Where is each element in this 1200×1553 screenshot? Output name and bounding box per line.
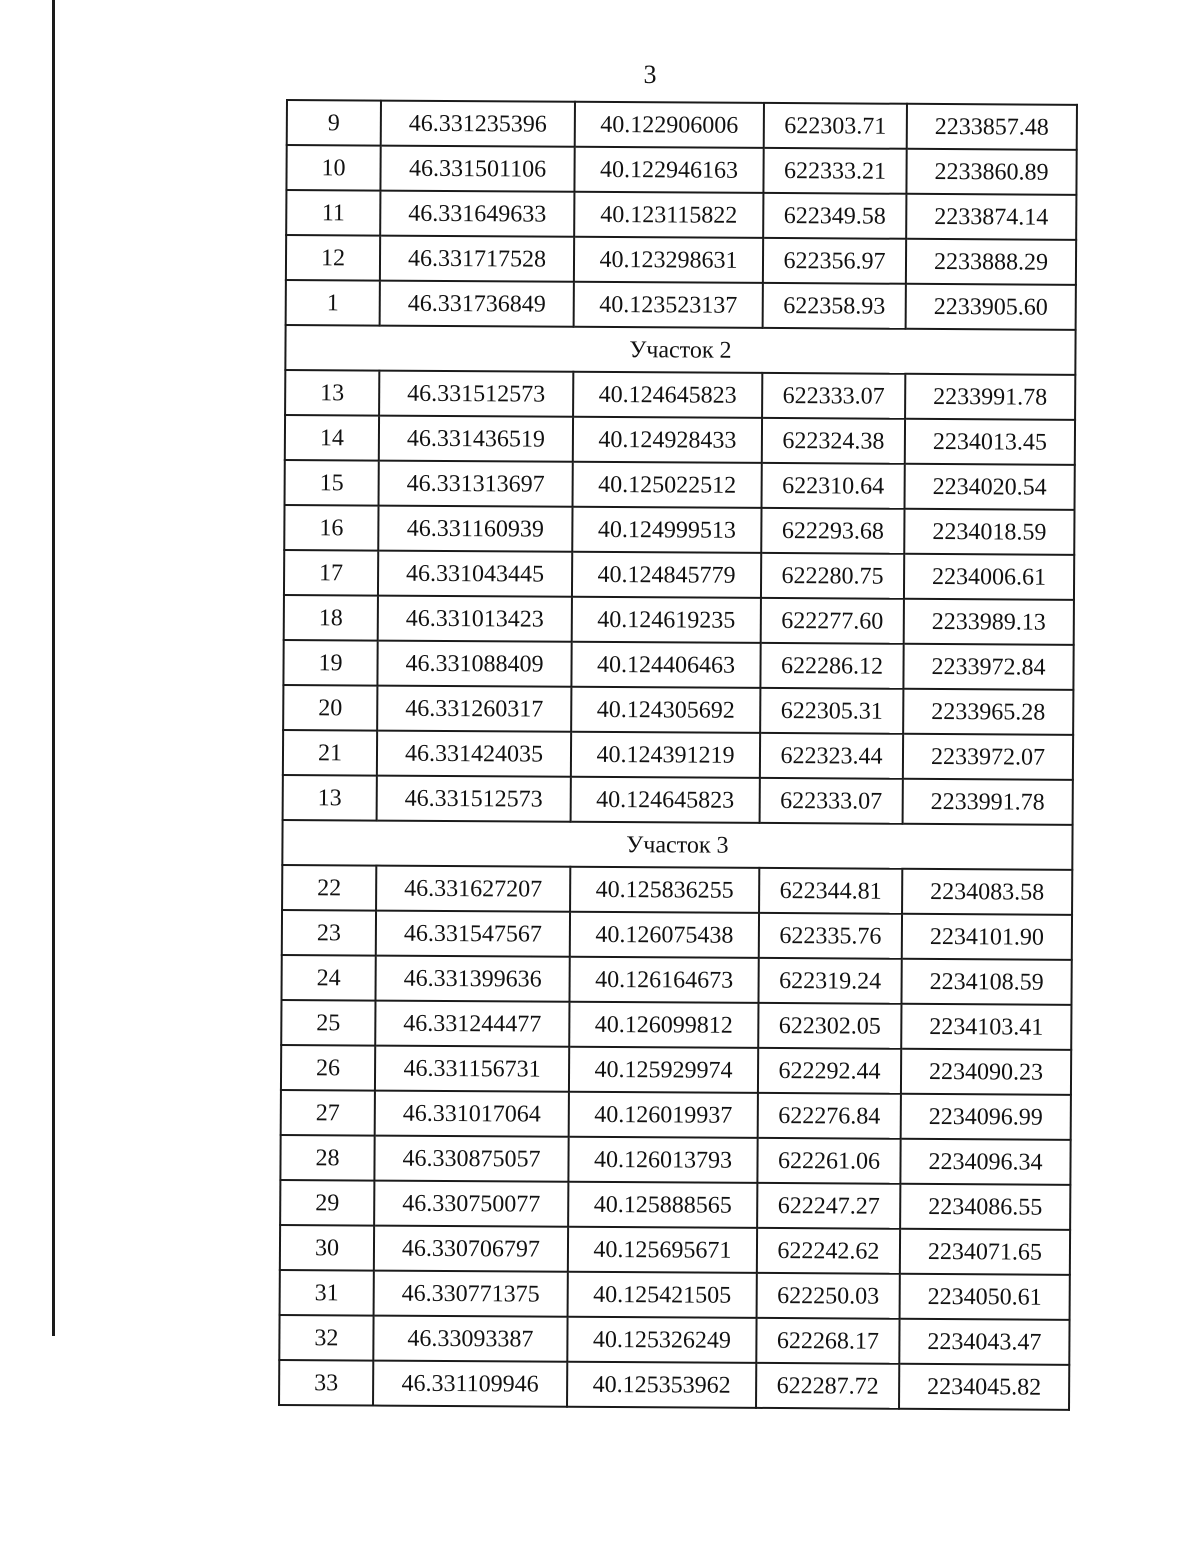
longitude-cell: 40.124619235 [572,597,761,643]
table-row [284,550,1074,600]
latitude-cell: 46.331547567 [376,911,570,957]
table-row [285,415,1075,465]
longitude-cell: 40.125888565 [568,1182,757,1228]
latitude-cell: 46.331017064 [375,1091,569,1137]
table-row [281,955,1071,1005]
longitude-cell: 40.126013793 [568,1137,757,1183]
y-coordinate-cell: 2234045.82 [899,1364,1069,1410]
point-number-cell: 32 [279,1315,373,1361]
point-number-cell: 33 [279,1360,373,1406]
latitude-cell: 46.33093387 [373,1316,567,1362]
table-row [282,910,1072,960]
page-number: 3 [643,60,657,89]
point-number-cell: 30 [280,1225,374,1271]
table-row [279,1315,1069,1365]
y-coordinate-cell: 2234006.61 [904,554,1074,600]
y-coordinate-cell: 2234090.23 [901,1049,1071,1095]
point-number-cell: 28 [280,1135,374,1181]
point-number-cell: 24 [281,955,375,1001]
longitude-cell: 40.125022512 [573,462,762,508]
table-row [283,685,1073,735]
y-coordinate-cell: 2234101.90 [902,914,1072,960]
x-coordinate-cell: 622302.05 [758,1003,901,1049]
x-coordinate-cell: 622310.64 [762,463,905,509]
x-coordinate-cell: 622305.31 [760,688,903,734]
latitude-cell: 46.331244477 [375,1001,569,1047]
y-coordinate-cell: 2233965.28 [903,689,1073,735]
longitude-cell: 40.123115822 [574,192,763,238]
point-number-cell: 12 [286,235,380,281]
latitude-cell: 46.331399636 [375,956,569,1002]
y-coordinate-cell: 2234020.54 [905,464,1075,510]
longitude-cell: 40.124645823 [573,372,762,418]
x-coordinate-cell: 622287.72 [756,1363,899,1409]
table-row [283,640,1073,690]
x-coordinate-cell: 622292.44 [758,1048,901,1094]
x-coordinate-cell: 622335.76 [759,913,902,959]
y-coordinate-cell: 2233905.60 [906,284,1076,330]
x-coordinate-cell: 622261.06 [757,1138,900,1184]
longitude-cell: 40.125421505 [568,1272,757,1318]
x-coordinate-cell: 622268.17 [756,1318,899,1364]
longitude-cell: 40.124928433 [573,417,762,463]
latitude-cell: 46.331436519 [379,416,573,462]
y-coordinate-cell: 2233989.13 [904,599,1074,645]
coordinates-table-body [279,100,1077,1410]
x-coordinate-cell: 622280.75 [761,553,904,599]
y-coordinate-cell: 2234086.55 [900,1184,1070,1230]
table-row [284,505,1074,555]
table-row [286,190,1076,240]
latitude-cell: 46.331088409 [377,641,571,687]
x-coordinate-cell: 622303.71 [764,103,907,149]
longitude-cell: 40.124391219 [571,732,760,778]
table-row [287,100,1077,150]
latitude-cell: 46.331235396 [381,101,575,147]
table-row [283,775,1073,825]
point-number-cell: 20 [283,685,377,731]
y-coordinate-cell: 2234043.47 [899,1319,1069,1365]
x-coordinate-cell: 622319.24 [758,958,901,1004]
longitude-cell: 40.122946163 [574,147,763,193]
longitude-cell: 40.123298631 [574,237,763,283]
point-number-cell: 26 [281,1045,375,1091]
y-coordinate-cell: 2233874.14 [906,194,1076,240]
y-coordinate-cell: 2233972.84 [903,644,1073,690]
table-row [286,235,1076,285]
y-coordinate-cell: 2234018.59 [904,509,1074,555]
table-row [283,730,1073,780]
longitude-cell: 40.124305692 [571,687,760,733]
x-coordinate-cell: 622276.84 [758,1093,901,1139]
latitude-cell: 46.331627207 [376,866,570,912]
x-coordinate-cell: 622247.27 [757,1183,900,1229]
latitude-cell: 46.331512573 [379,371,573,417]
latitude-cell: 46.331160939 [378,506,572,552]
point-number-cell: 29 [280,1180,374,1226]
point-number-cell: 14 [285,415,379,461]
x-coordinate-cell: 622250.03 [757,1273,900,1319]
table-row [280,1180,1070,1230]
longitude-cell: 40.126075438 [570,912,759,958]
latitude-cell: 46.331043445 [378,551,572,597]
table-row [285,370,1075,420]
longitude-cell: 40.126019937 [569,1092,758,1138]
y-coordinate-cell: 2234071.65 [900,1229,1070,1275]
table-row [280,1135,1070,1185]
longitude-cell: 40.125836255 [570,867,759,913]
latitude-cell: 46.330706797 [374,1226,568,1272]
latitude-cell: 46.330875057 [374,1136,568,1182]
y-coordinate-cell: 2233888.29 [906,239,1076,285]
x-coordinate-cell: 622333.07 [760,778,903,824]
y-coordinate-cell: 2233857.48 [907,104,1077,150]
x-coordinate-cell: 622356.97 [763,238,906,284]
x-coordinate-cell: 622349.58 [763,193,906,239]
x-coordinate-cell: 622286.12 [760,643,903,689]
table-row [286,145,1076,195]
y-coordinate-cell: 2233991.78 [903,779,1073,825]
x-coordinate-cell: 622333.21 [763,148,906,194]
longitude-cell: 40.124999513 [572,507,761,553]
latitude-cell: 46.331717528 [380,236,574,282]
longitude-cell: 40.124645823 [571,777,760,823]
x-coordinate-cell: 622277.60 [761,598,904,644]
point-number-cell: 1 [286,280,380,326]
table-row [281,1090,1071,1140]
table-row [280,1225,1070,1275]
y-coordinate-cell: 2234083.58 [902,869,1072,915]
table-row [285,460,1075,510]
point-number-cell: 21 [283,730,377,776]
table-row [280,1270,1070,1320]
point-number-cell: 31 [280,1270,374,1316]
longitude-cell: 40.124406463 [571,642,760,688]
y-coordinate-cell: 2234108.59 [901,959,1071,1005]
latitude-cell: 46.331313697 [379,461,573,507]
table-row [281,1045,1071,1095]
longitude-cell: 40.125929974 [569,1047,758,1093]
latitude-cell: 46.331501106 [380,146,574,192]
section-header-row [285,325,1075,375]
latitude-cell: 46.331109946 [373,1361,567,1407]
y-coordinate-cell: 2234050.61 [900,1274,1070,1320]
section-title: Участок 3 [282,820,1072,870]
y-coordinate-cell: 2233860.89 [906,149,1076,195]
longitude-cell: 40.125326249 [567,1317,756,1363]
latitude-cell: 46.331013423 [378,596,572,642]
point-number-cell: 25 [281,1000,375,1046]
table-row [284,595,1074,645]
x-coordinate-cell: 622293.68 [761,508,904,554]
latitude-cell: 46.331649633 [380,191,574,237]
latitude-cell: 46.330750077 [374,1181,568,1227]
point-number-cell: 10 [286,145,380,191]
scan-edge-line [52,0,55,1336]
x-coordinate-cell: 622242.62 [757,1228,900,1274]
x-coordinate-cell: 622324.38 [762,418,905,464]
latitude-cell: 46.331156731 [375,1046,569,1092]
longitude-cell: 40.125695671 [568,1227,757,1273]
point-number-cell: 17 [284,550,378,596]
point-number-cell: 16 [284,505,378,551]
y-coordinate-cell: 2234096.99 [901,1094,1071,1140]
y-coordinate-cell: 2233972.07 [903,734,1073,780]
latitude-cell: 46.331260317 [377,686,571,732]
section-title: Участок 2 [285,325,1075,375]
longitude-cell: 40.124845779 [572,552,761,598]
x-coordinate-cell: 622344.81 [759,868,902,914]
table-row [281,1000,1071,1050]
longitude-cell: 40.123523137 [574,282,763,328]
y-coordinate-cell: 2234096.34 [900,1139,1070,1185]
latitude-cell: 46.330771375 [374,1271,568,1317]
coordinates-table [278,99,1078,1411]
longitude-cell: 40.125353962 [567,1362,756,1408]
table-row [286,280,1076,330]
point-number-cell: 15 [285,460,379,506]
point-number-cell: 13 [283,775,377,821]
latitude-cell: 46.331512573 [377,776,571,822]
section-header-row [282,820,1072,870]
point-number-cell: 9 [287,100,381,146]
y-coordinate-cell: 2233991.78 [905,374,1075,420]
longitude-cell: 40.126099812 [569,1002,758,1048]
point-number-cell: 22 [282,865,376,911]
point-number-cell: 18 [284,595,378,641]
point-number-cell: 27 [281,1090,375,1136]
y-coordinate-cell: 2234103.41 [901,1004,1071,1050]
point-number-cell: 23 [282,910,376,956]
point-number-cell: 19 [283,640,377,686]
longitude-cell: 40.126164673 [569,957,758,1003]
longitude-cell: 40.122906006 [575,102,764,148]
latitude-cell: 46.331736849 [380,281,574,327]
y-coordinate-cell: 2234013.45 [905,419,1075,465]
point-number-cell: 11 [286,190,380,236]
x-coordinate-cell: 622323.44 [760,733,903,779]
x-coordinate-cell: 622333.07 [762,373,905,419]
latitude-cell: 46.331424035 [377,731,571,777]
table-row [282,865,1072,915]
x-coordinate-cell: 622358.93 [763,283,906,329]
point-number-cell: 13 [285,370,379,416]
table-row [279,1360,1069,1410]
